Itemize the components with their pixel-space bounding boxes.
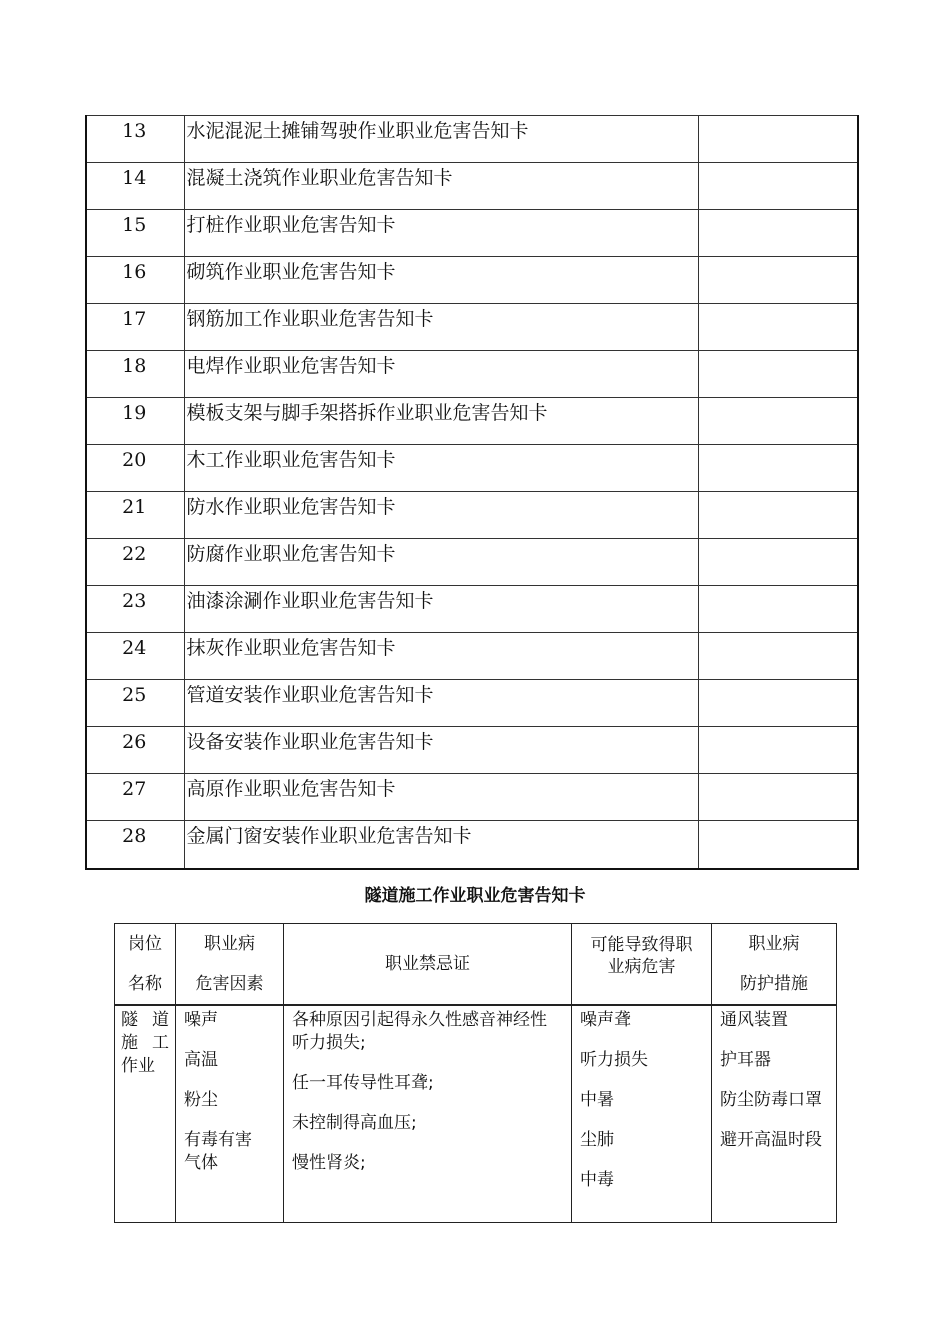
card-list-row <box>86 116 858 163</box>
contraindication-item: 各种原因引起得永久性感音神经性听力损失; <box>292 1010 547 1053</box>
post-name-line1: 隧 道 <box>121 1010 169 1030</box>
card-note <box>698 210 858 257</box>
post-name-cell <box>115 1005 176 1223</box>
card-name: 砌筑作业职业危害告知卡 <box>184 257 698 304</box>
card-note <box>698 445 858 492</box>
card-note <box>698 492 858 539</box>
card-list-row <box>86 398 858 445</box>
card-name: 钢筋加工作业职业危害告知卡 <box>184 304 698 351</box>
protection-cell <box>712 1005 837 1223</box>
card-note <box>698 774 858 821</box>
card-name: 抹灰作业职业危害告知卡 <box>184 633 698 680</box>
header-factors <box>176 924 284 1006</box>
header-protection-line2: 防护措施 <box>740 974 808 994</box>
card-name: 电焊作业职业危害告知卡 <box>184 351 698 398</box>
card-name: 油漆涂涮作业职业危害告知卡 <box>184 586 698 633</box>
card-name: 防腐作业职业危害告知卡 <box>184 539 698 586</box>
header-contraindications <box>284 924 572 1006</box>
card-list-row <box>86 445 858 492</box>
contraindication-item: 慢性肾炎; <box>292 1153 366 1173</box>
card-number: 19 <box>86 398 184 445</box>
header-hazards-line1: 可能导致得职 <box>590 935 693 955</box>
card-name: 混凝土浇筑作业职业危害告知卡 <box>184 163 698 210</box>
header-hazards <box>572 924 712 1006</box>
card-number: 27 <box>86 774 184 821</box>
card-name: 高原作业职业危害告知卡 <box>184 774 698 821</box>
card-list-row <box>86 351 858 398</box>
tunnel-card-body-row <box>115 1005 837 1223</box>
card-list-row <box>86 774 858 821</box>
hazard-item: 尘肺 <box>580 1130 614 1150</box>
post-name-line2: 施 工 <box>121 1033 169 1053</box>
card-number: 25 <box>86 680 184 727</box>
header-hazards-line2: 业病危害 <box>607 957 676 977</box>
card-number: 22 <box>86 539 184 586</box>
hazard-item: 听力损失 <box>580 1050 648 1070</box>
card-number: 26 <box>86 727 184 774</box>
card-name: 水泥混泥土摊铺驾驶作业职业危害告知卡 <box>184 116 698 163</box>
card-note <box>698 351 858 398</box>
header-factors-line2: 危害因素 <box>195 974 264 994</box>
card-note <box>698 116 858 163</box>
header-contraindications-text: 职业禁忌证 <box>385 954 470 974</box>
card-number: 14 <box>86 163 184 210</box>
card-note <box>698 163 858 210</box>
factor-item: 高温 <box>184 1050 218 1070</box>
header-factors-line1: 职业病 <box>204 934 255 954</box>
card-name: 设备安装作业职业危害告知卡 <box>184 727 698 774</box>
header-protection-line1: 职业病 <box>748 934 800 954</box>
hazard-item: 噪声聋 <box>580 1010 631 1030</box>
card-name: 打桩作业职业危害告知卡 <box>184 210 698 257</box>
card-list-row <box>86 680 858 727</box>
header-post <box>115 924 176 1006</box>
card-note <box>698 257 858 304</box>
protection-item: 护耳器 <box>720 1050 771 1070</box>
card-note <box>698 821 858 870</box>
contraindication-item: 未控制得高血压; <box>292 1113 417 1133</box>
card-note <box>698 727 858 774</box>
card-list-row <box>86 163 858 210</box>
contraindication-item: 任一耳传导性耳聋; <box>292 1073 434 1093</box>
card-note <box>698 539 858 586</box>
card-name: 金属门窗安装作业职业危害告知卡 <box>184 821 698 870</box>
card-number: 15 <box>86 210 184 257</box>
card-note <box>698 633 858 680</box>
hazard-item: 中毒 <box>580 1170 614 1190</box>
card-list-row <box>86 210 858 257</box>
card-number: 18 <box>86 351 184 398</box>
card-name: 木工作业职业危害告知卡 <box>184 445 698 492</box>
card-number: 24 <box>86 633 184 680</box>
header-post-line2: 名称 <box>128 974 162 994</box>
hazards-cell <box>572 1005 712 1223</box>
card-list-body <box>86 116 858 870</box>
card-number: 17 <box>86 304 184 351</box>
card-list-row <box>86 633 858 680</box>
post-name-line3: 作业 <box>121 1056 155 1076</box>
tunnel-card-header-row <box>115 924 837 1006</box>
card-number: 23 <box>86 586 184 633</box>
card-name: 管道安装作业职业危害告知卡 <box>184 680 698 727</box>
card-number: 13 <box>86 116 184 163</box>
contraindications-cell <box>284 1005 572 1223</box>
card-note <box>698 398 858 445</box>
card-number: 16 <box>86 257 184 304</box>
factor-item: 有毒有害气体 <box>184 1130 252 1173</box>
card-name: 模板支架与脚手架搭拆作业职业危害告知卡 <box>184 398 698 445</box>
factors-cell <box>176 1005 284 1223</box>
card-list-row <box>86 539 858 586</box>
card-list-row <box>86 304 858 351</box>
card-list-row <box>86 257 858 304</box>
card-note <box>698 304 858 351</box>
card-list-table <box>85 115 859 870</box>
card-note <box>698 586 858 633</box>
card-list-row <box>86 492 858 539</box>
card-number: 20 <box>86 445 184 492</box>
header-protection <box>712 924 837 1006</box>
factor-item: 粉尘 <box>184 1090 218 1110</box>
card-list-row <box>86 586 858 633</box>
protection-item: 防尘防毒口罩 <box>720 1090 822 1110</box>
tunnel-card-table <box>114 923 837 1223</box>
card-number: 21 <box>86 492 184 539</box>
card-note <box>698 680 858 727</box>
protection-item: 通风装置 <box>720 1010 788 1030</box>
hazard-item: 中暑 <box>580 1090 614 1110</box>
card-name: 防水作业职业危害告知卡 <box>184 492 698 539</box>
factor-item: 噪声 <box>184 1010 218 1030</box>
header-post-line1: 岗位 <box>128 934 162 954</box>
card-number: 28 <box>86 821 184 870</box>
protection-item: 避开高温时段 <box>720 1130 822 1150</box>
card-list-row <box>86 821 858 870</box>
card-list-row <box>86 727 858 774</box>
tunnel-card-title: 隧道施工作业职业危害告知卡 <box>364 886 586 906</box>
